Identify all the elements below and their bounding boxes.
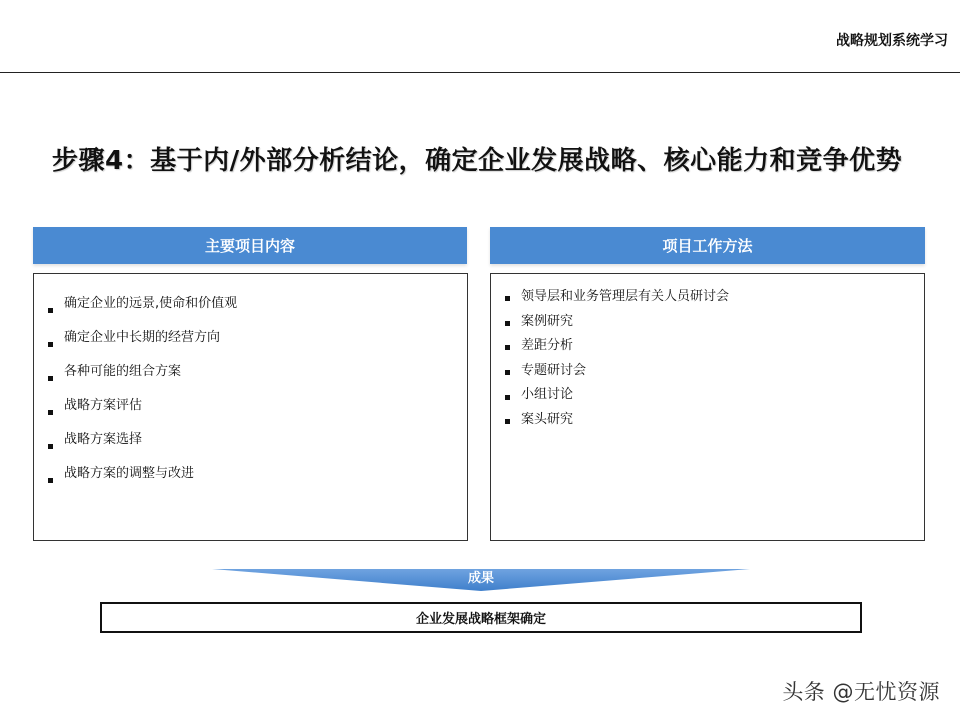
list-item	[491, 361, 924, 386]
list-item	[491, 336, 924, 361]
work-methods-box	[490, 273, 925, 541]
bullet-icon	[505, 370, 510, 375]
list-item-text: 确定企业的远景,使命和价值观	[64, 296, 238, 311]
list-item-text: 案例研究	[521, 313, 574, 329]
slide-title: 步骤4：基于内/外部分析结论，确定企业发展战略、核心能力和竞争优势	[52, 146, 903, 176]
bullet-icon	[505, 296, 510, 301]
list-item	[491, 410, 924, 435]
list-item	[491, 287, 924, 312]
list-item-text: 各种可能的组合方案	[64, 364, 182, 379]
bullet-icon	[505, 345, 510, 350]
list-item	[34, 464, 467, 498]
main-content-list	[34, 274, 467, 498]
list-item-text: 战略方案选择	[64, 432, 143, 447]
list-item	[34, 294, 467, 328]
result-box: 企业发展战略框架确定	[100, 602, 862, 633]
header-title: 战略规划系统学习	[836, 33, 948, 49]
bullet-icon	[48, 478, 53, 483]
list-item-text: 确定企业中长期的经营方向	[64, 330, 221, 345]
result-label: 成果	[467, 571, 494, 586]
work-methods-list	[491, 274, 924, 435]
header-divider	[0, 72, 960, 73]
list-item-text: 小组讨论	[521, 387, 574, 403]
list-item-text: 战略方案评估	[64, 398, 143, 413]
list-item	[34, 328, 467, 362]
main-content-box	[33, 273, 468, 541]
work-methods-heading: 项目工作方法	[490, 227, 925, 264]
list-item-text: 案头研究	[521, 411, 574, 427]
bullet-icon	[48, 410, 53, 415]
bullet-icon	[505, 419, 510, 424]
list-item	[34, 396, 467, 430]
bullet-icon	[48, 308, 53, 313]
list-item-text: 领导层和业务管理层有关人员研讨会	[521, 289, 730, 304]
list-item-text: 战略方案的调整与改进	[64, 466, 195, 481]
list-item-text: 专题研讨会	[521, 362, 587, 378]
watermark: 头条 @无忧资源	[782, 680, 940, 704]
bullet-icon	[505, 321, 510, 326]
list-item-text: 差距分析	[521, 338, 574, 354]
bullet-icon	[505, 395, 510, 400]
bullet-icon	[48, 444, 53, 449]
list-item	[491, 312, 924, 337]
bullet-icon	[48, 376, 53, 381]
bullet-icon	[48, 342, 53, 347]
list-item	[34, 430, 467, 464]
main-content-heading: 主要项目内容	[33, 227, 467, 264]
list-item	[491, 385, 924, 410]
list-item	[34, 362, 467, 396]
